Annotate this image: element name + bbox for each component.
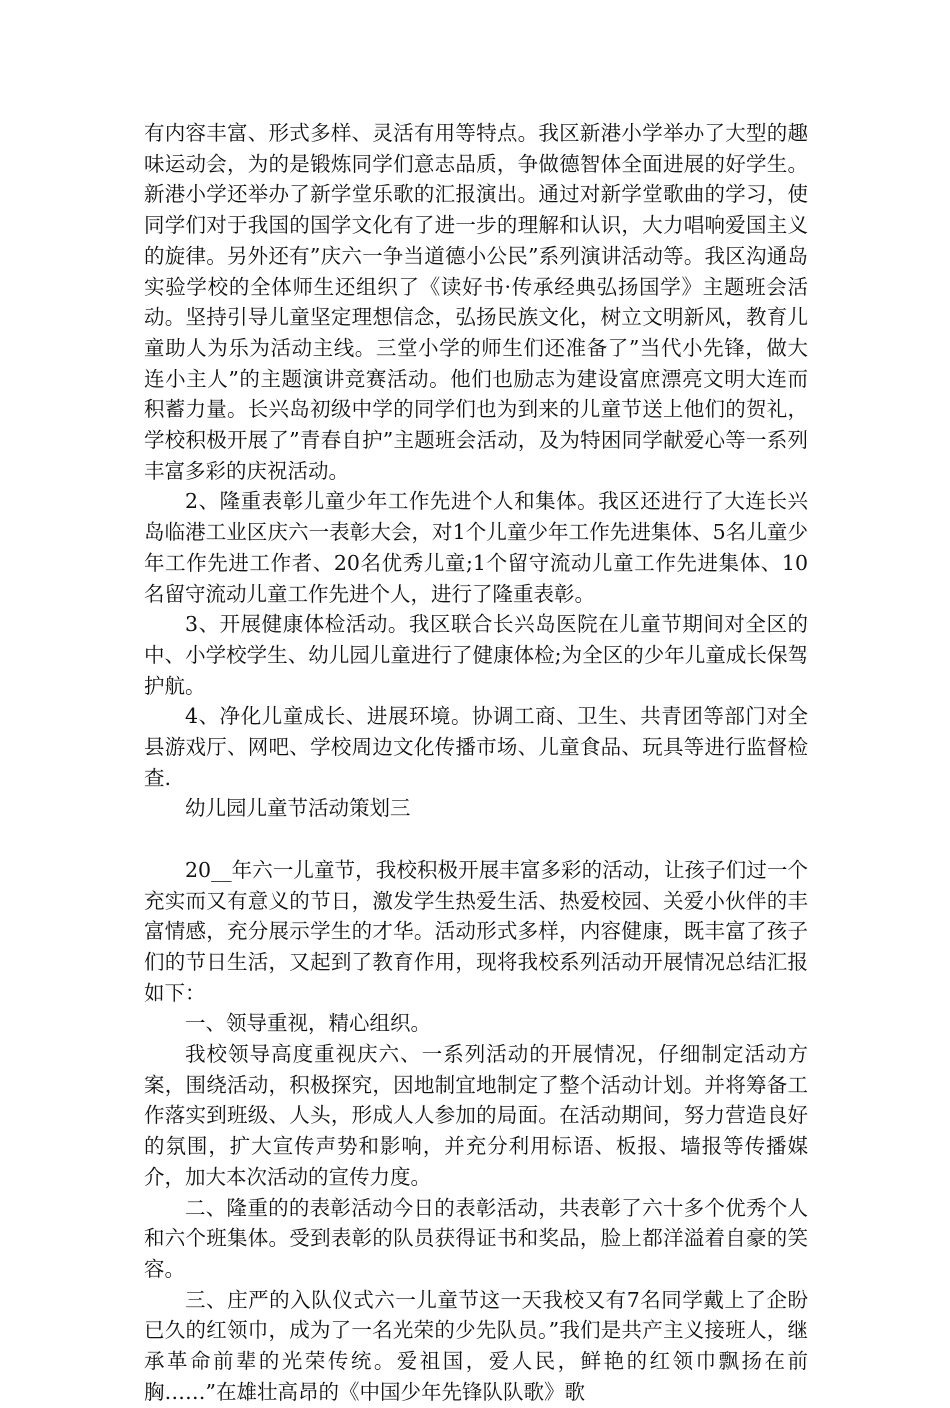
paragraph-environment: 4、净化儿童成长、进展环境。协调工商、卫生、共青团等部门对全县游戏厅、网吧、学校周边文化传播市场、儿童食品、玩具等进行监督检查. bbox=[144, 704, 808, 790]
paragraph-awards: 二、隆重的的表彰活动今日的表彰活动，共表彰了六十多个优秀个人和六个班集体。受到表彰的队员获得证书和奖品，脸上都洋溢着自豪的笑容。 bbox=[144, 1195, 808, 1281]
document-body bbox=[144, 118, 808, 1408]
paragraph-leadership: 我校领导高度重视庆六、一系列活动的开展情况，仔细制定活动方案，围绕活动，积极探究，因地制宜地制定了整个活动计划。并将筹备工作落实到班级、人头，形成人人参加的局面。在活动期间，努力营造良好的氛围，扩大宣传声势和影响，并充分利用标语、板报、墙报等传播媒介，加大本次活动的宣传力度。 bbox=[144, 1042, 808, 1189]
paragraph-heading-leadership: 一、领导重视，精心组织。 bbox=[185, 1011, 431, 1036]
paragraph-activities-continued: 有内容丰富、形式多样、灵活有用等特点。我区新港小学举办了大型的趣味运动会，为的是锻炼同学们意志品质，争做德智体全面进展的好学生。新港小学还举办了新学堂乐歌的汇报演出。通过对新学堂歌曲的学习，使同学们对于我国的国学文化有了进一步的理解和认识，大力唱响爱国主义的旋律。另外还有”庆六一争当道德小公民”系列演讲活动等。我区沟通岛实验学校的全体师生还组织了《读好书·传承经典弘扬国学》主题班会活动。坚持引导儿童坚定理想信念，弘扬民族文化，树立文明新风，教育儿童助人为乐为活动主线。三堂小学的师生们还准备了”当代小先锋，做大连小主人”的主题演讲竞赛活动。他们也励志为建设富庶漂亮文明大连而积蓄力量。长兴岛初级中学的同学们也为到来的儿童节送上他们的贺礼，学校积极开展了”青春自护”主题班会活动，及为特困同学献爱心等一系列丰富多彩的庆祝活动。 bbox=[144, 121, 808, 483]
section-title: 幼儿园儿童节活动策划三 bbox=[185, 796, 411, 821]
paragraph-commendation: 2、隆重表彰儿童少年工作先进个人和集体。我区还进行了大连长兴岛临港工业区庆六一表彰大会，对1个儿童少年工作先进集体、5名儿童少年工作先进工作者、20名优秀儿童;1个留守流动儿童工作先进集体、10名留守流动儿童工作先进个人，进行了隆重表彰。 bbox=[144, 489, 808, 606]
paragraph-induction: 三、庄严的入队仪式六一儿童节这一天我校又有7名同学戴上了企盼已久的红领巾，成为了一名光荣的少先队员。”我们是共产主义接班人，继承革命前辈的光荣传统。爱祖国，爱人民，鲜艳的红领巾飘扬在前胸……”在雄壮高昂的《中国少年先锋队队歌》歌 bbox=[144, 1287, 808, 1404]
paragraph-health-check: 3、开展健康体检活动。我区联合长兴岛医院在儿童节期间对全区的中、小学校学生、幼儿园儿童进行了健康体检;为全区的少年儿童成长保驾护航。 bbox=[144, 612, 808, 698]
paragraph-intro: 20__年六一儿童节，我校积极开展丰富多彩的活动，让孩子们过一个充实而又有意义的节日，激发学生热爱生活、热爱校园、关爱小伙伴的丰富情感，充分展示学生的才华。活动形式多样，内容健康，既丰富了孩子们的节日生活，又起到了教育作用，现将我校系列活动开展情况总结汇报如下： bbox=[144, 857, 808, 1005]
blank-line bbox=[144, 824, 808, 855]
